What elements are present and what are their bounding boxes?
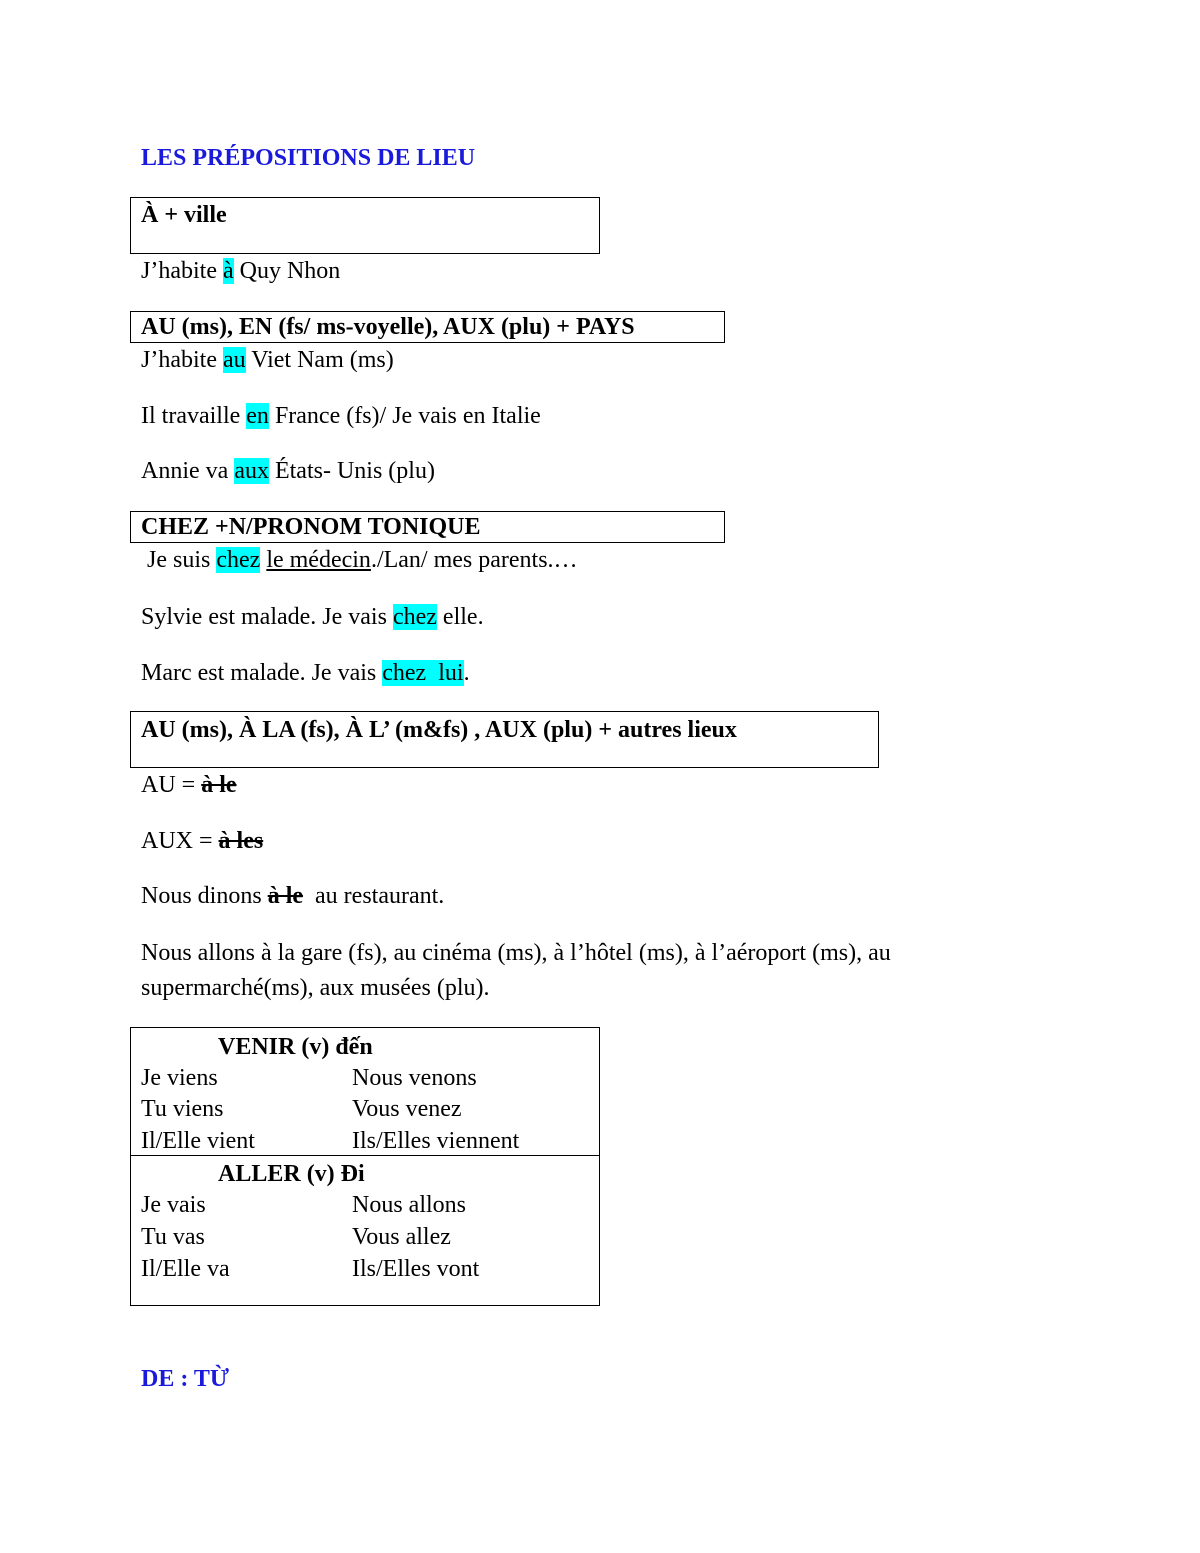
highlighted-preposition: en (246, 403, 269, 429)
example-autres-1 (141, 881, 444, 911)
example-text: France (fs)/ Je vais en Italie (268, 403, 541, 429)
aller-heading: ALLER (v) Đi (218, 1161, 365, 1187)
conjugation-cell: Ils/Elles viennent (352, 1128, 520, 1154)
rule-label-autres-lieux: AU (ms), À LA (fs), À L’ (m&fs) , AUX (plu) + autres lieux (141, 717, 737, 743)
conjugation-cell: Je vais (141, 1192, 206, 1218)
example-text: . (463, 660, 470, 686)
example-autres-2-line2: supermarché(ms), aux musées (plu). (141, 975, 490, 1001)
conjugation-cell: Il/Elle va (141, 1256, 230, 1282)
conjugation-cell: Nous venons (352, 1065, 477, 1091)
rule-box-autres-lieux (130, 711, 879, 768)
example-text: AUX = (141, 828, 219, 854)
conjugation-cell: Nous allons (352, 1192, 466, 1218)
venir-heading: VENIR (v) đến (218, 1034, 373, 1060)
conjugation-cell: Tu viens (141, 1096, 224, 1122)
example-text: États- Unis (plu) (268, 458, 435, 484)
rule-box-ville (130, 197, 600, 254)
example-text: Il travaille (141, 403, 247, 429)
example-text: elle. (436, 604, 484, 630)
example-text: Quy Nhon (233, 258, 341, 284)
example-text: Nous dinons (141, 883, 268, 909)
rule-label-ville: À + ville (141, 202, 227, 228)
example-pays-3 (141, 456, 435, 486)
conjugation-cell: Il/Elle vient (141, 1128, 255, 1154)
contraction-aux (141, 826, 263, 856)
example-autres-2-line1: Nous allons à la gare (fs), au cinéma (ms), à l’hôtel (ms), à l’aéroport (ms), au (141, 940, 891, 966)
example-chez-3 (141, 658, 470, 688)
rule-label-chez: CHEZ +N/PRONOM TONIQUE (141, 514, 481, 540)
example-text: Annie va (141, 458, 235, 484)
example-ville (141, 256, 340, 286)
section-title-de: DE : TỪ (141, 1366, 230, 1392)
highlighted-preposition: chez (392, 604, 437, 630)
example-text: Je suis (147, 547, 217, 573)
struck-text: à les (218, 828, 264, 854)
conjugation-cell: Vous allez (352, 1224, 451, 1250)
table-divider (131, 1155, 599, 1156)
conjugation-cell: Je viens (141, 1065, 218, 1091)
struck-text: à le (201, 772, 237, 798)
rule-box-pays (130, 311, 725, 343)
highlighted-preposition: aux (234, 458, 269, 484)
contraction-au (141, 770, 237, 800)
example-text: Viet Nam (ms) (245, 347, 394, 373)
example-text: ./Lan/ mes parents.… (370, 547, 578, 573)
rule-label-pays: AU (ms), EN (fs/ ms-voyelle), AUX (plu) + PAYS (141, 314, 635, 340)
example-text: AU = (141, 772, 202, 798)
highlighted-preposition: chez (216, 547, 261, 573)
highlighted-preposition: au (222, 347, 246, 373)
highlighted-pronoun: lui (438, 660, 464, 686)
underlined-noun: le médecin (266, 547, 371, 573)
example-text: J’habite (141, 258, 223, 284)
conjugation-cell: Tu vas (141, 1224, 205, 1250)
conjugation-cell: Ils/Elles vont (352, 1256, 480, 1282)
example-pays-2 (141, 401, 541, 431)
verb-conjugation-table (130, 1027, 600, 1306)
highlighted-preposition: à (222, 258, 234, 284)
example-text: au restaurant. (303, 883, 445, 909)
highlighted-preposition: chez (382, 660, 427, 686)
example-pays-1 (141, 345, 394, 375)
example-text: Sylvie est malade. Je vais (141, 604, 393, 630)
example-text: J’habite (141, 347, 223, 373)
page-title: LES PRÉPOSITIONS DE LIEU (141, 145, 476, 171)
conjugation-cell: Vous venez (352, 1096, 462, 1122)
struck-text: à le (267, 883, 304, 909)
example-chez-1 (147, 545, 578, 575)
example-chez-2 (141, 602, 484, 632)
example-text: Marc est malade. Je vais (141, 660, 383, 686)
rule-box-chez (130, 511, 725, 543)
